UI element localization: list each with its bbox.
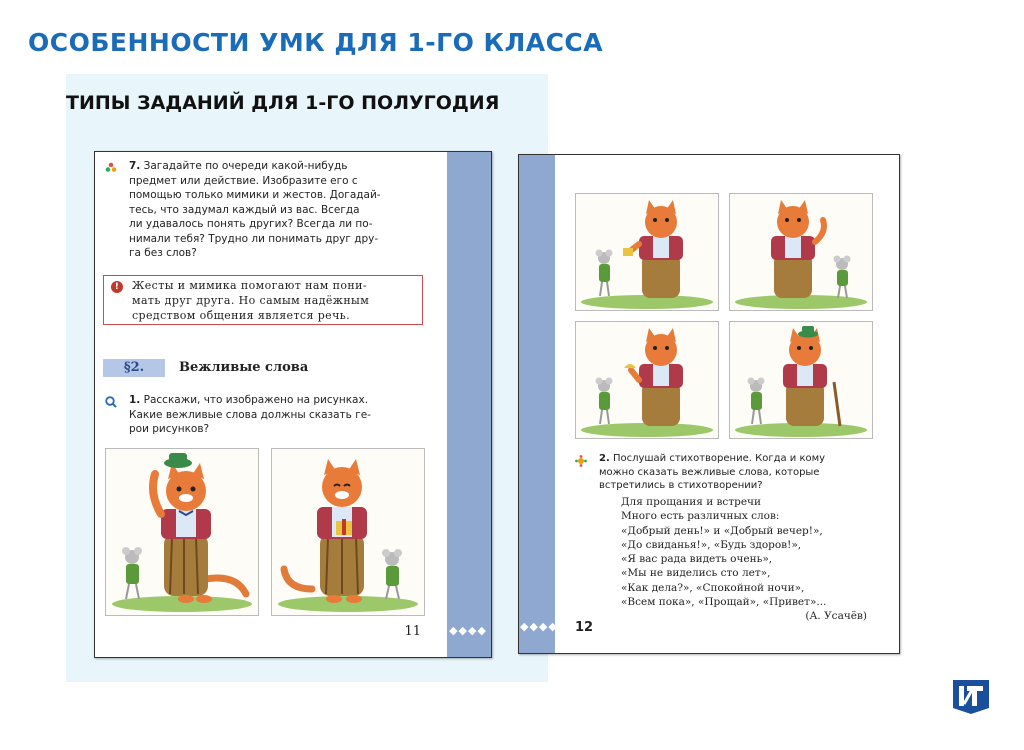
task-line: рои рисунков? bbox=[129, 423, 210, 435]
poem-line: Для прощания и встречи bbox=[621, 496, 762, 508]
task-line: предмет или действие. Изобразите его с bbox=[129, 174, 358, 187]
section-title: Вежливые слова bbox=[179, 360, 309, 375]
exclamation-icon: ! bbox=[111, 281, 123, 293]
flower-icon bbox=[105, 162, 117, 174]
task-number: 2. bbox=[599, 453, 610, 464]
illustration-cat-gift bbox=[271, 448, 425, 616]
task-line: нимали тебя? Трудно ли понимать друг дру- bbox=[129, 232, 379, 245]
slide-title: ОСОБЕННОСТИ УМК ДЛЯ 1-ГО КЛАССА bbox=[28, 28, 604, 57]
page-number: 11 bbox=[404, 624, 421, 639]
magnifier-icon bbox=[105, 396, 117, 408]
poem-line: Много есть различных слов: bbox=[621, 510, 780, 523]
illustration-cat-panel-2 bbox=[729, 193, 873, 311]
poem-author: (А. Усачёв) bbox=[805, 610, 867, 623]
illustration-cat-panel-3 bbox=[575, 321, 719, 439]
task-number: 1. bbox=[129, 394, 141, 406]
task-line: можно сказать вежливые слова, которые bbox=[599, 466, 820, 478]
illustration-cat-greeting bbox=[105, 448, 259, 616]
illustration-cat-panel-4 bbox=[729, 321, 873, 439]
page-margin-strip bbox=[447, 152, 491, 657]
poem-line: «Добрый день!» и «Добрый вечер!», bbox=[621, 524, 823, 537]
page-number: 12 bbox=[575, 620, 594, 635]
poem-line: «Мы не виделись сто лет», bbox=[621, 567, 771, 580]
illustration-cat-panel-1 bbox=[575, 193, 719, 311]
poem-line: «Как дела?», «Спокойной ночи», bbox=[621, 581, 805, 594]
textbook-page-12 bbox=[518, 154, 900, 654]
section-number: §2. bbox=[103, 359, 165, 377]
task-2 bbox=[599, 452, 871, 493]
sun-icon bbox=[575, 455, 587, 467]
page-ornament: ◆◆◆◆ bbox=[520, 620, 558, 633]
page-margin-strip bbox=[519, 155, 558, 653]
slide-subtitle: ТИПЫ ЗАДАНИЙ ДЛЯ 1-ГО ПОЛУГОДИЯ bbox=[66, 92, 500, 114]
poem-line: «До свиданья!», «Будь здоров!», bbox=[621, 538, 802, 551]
task-line: встретились в стихотворении? bbox=[599, 480, 763, 491]
poem bbox=[621, 495, 881, 624]
task-line: Какие вежливые слова должны сказать ге- bbox=[129, 408, 371, 421]
task-line: Расскажи, что изображено на рисунках. bbox=[143, 394, 369, 406]
task-line: Послушай стихотворение. Когда и кому bbox=[612, 453, 826, 464]
task-line: ли удавалось понять других? Всегда ли по- bbox=[129, 218, 373, 230]
task-7 bbox=[129, 159, 425, 261]
publisher-logo-icon bbox=[951, 676, 991, 716]
task-1 bbox=[129, 393, 425, 437]
rule-line: мать друг друга. Но самым надёжным bbox=[132, 294, 370, 307]
section-header bbox=[103, 358, 439, 380]
task-line: га без слов? bbox=[129, 247, 197, 259]
page-ornament: ◆◆◆◆ bbox=[449, 624, 487, 637]
task-line: Загадайте по очереди какой-нибудь bbox=[143, 160, 348, 172]
rule-line: Жесты и мимика помогают нам пони- bbox=[132, 279, 367, 292]
poem-line: «Всем пока», «Прощай», «Привет»... bbox=[621, 596, 827, 609]
rule-line: средством общения является речь. bbox=[132, 309, 351, 322]
task-line: помощью только мимики и жестов. Догадай- bbox=[129, 189, 381, 201]
task-line: тесь, что задумал каждый из вас. Всегда bbox=[129, 203, 360, 216]
textbook-page-11 bbox=[94, 151, 492, 658]
poem-line: «Я вас рада видеть очень», bbox=[621, 553, 773, 566]
rule-box bbox=[103, 275, 423, 325]
task-number: 7. bbox=[129, 160, 141, 172]
